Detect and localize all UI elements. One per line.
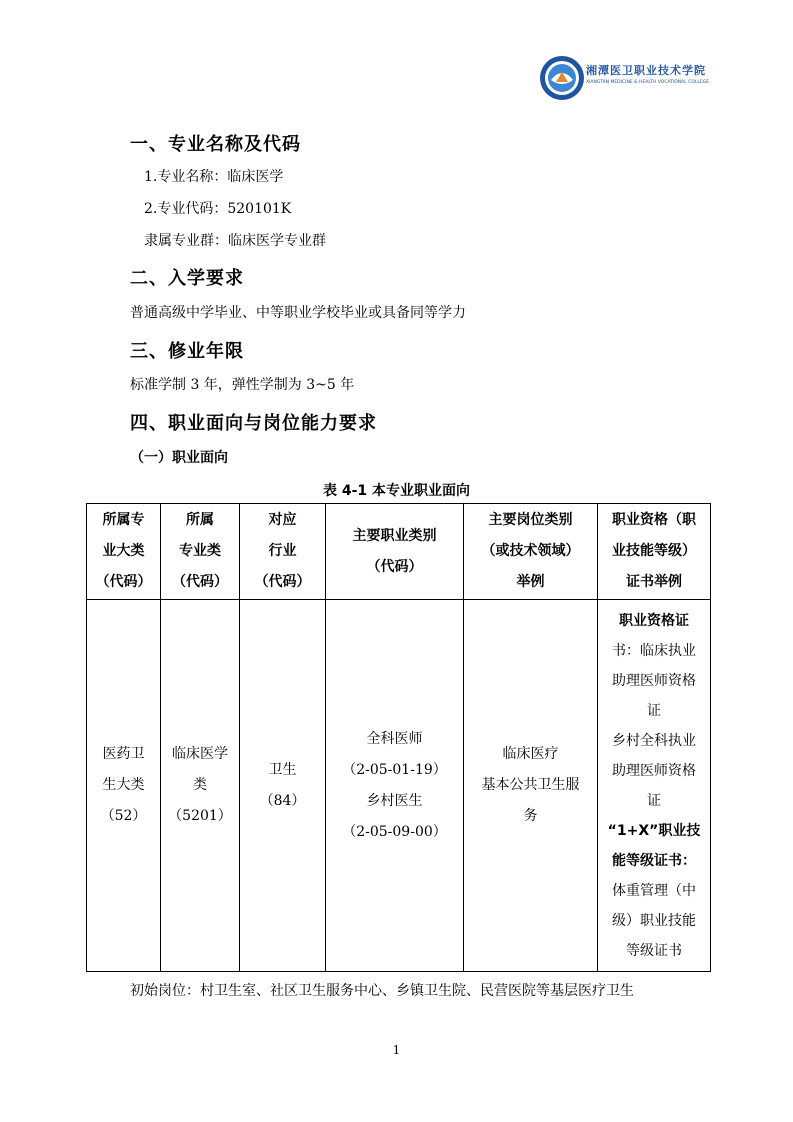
cell-line: （2-05-01-19）	[342, 761, 447, 778]
header-line: 主要职业类别	[352, 527, 437, 544]
table-header-row	[87, 504, 711, 600]
header-line: 专业类	[179, 543, 221, 559]
header-major-category	[87, 504, 161, 600]
cell-line: 临床医学	[172, 746, 228, 762]
logo-name-cn: 湘潭医卫职业技术学院	[586, 64, 706, 77]
cell-line: 职业资格证	[619, 612, 689, 629]
college-emblem-icon	[538, 52, 590, 104]
major-group-line: 隶属专业群：临床医学专业群	[144, 233, 326, 249]
cell-line: 等级证书	[626, 942, 682, 959]
header-certificate	[598, 504, 711, 600]
major-name-line: 1.专业名称：临床医学	[144, 169, 284, 185]
header-major-class	[161, 504, 240, 600]
header-line: 所属	[186, 512, 214, 528]
header-line: （代码）	[95, 574, 152, 590]
header-industry	[240, 504, 326, 600]
cell-line: 助理医师资格	[612, 762, 696, 779]
header-line: 证书举例	[626, 574, 682, 590]
cell-line: 书：临床执业	[612, 642, 696, 659]
cell-line: 生大类	[102, 777, 145, 793]
cell-line: 级）职业技能	[612, 912, 696, 929]
cell-line: 全科医师	[366, 730, 423, 747]
cell-line: 医药卫	[102, 746, 145, 762]
cell-line: 卫生	[268, 761, 297, 778]
page-number: 1	[392, 1043, 401, 1057]
cell-line: 类	[193, 777, 207, 793]
header-line: （代码）	[254, 574, 311, 590]
section2-heading: 二、入学要求	[130, 268, 244, 289]
header-line: 主要岗位类别	[488, 512, 573, 528]
cell-line: 助理医师资格	[612, 672, 696, 689]
cell-line: 能等级证书：	[612, 852, 696, 869]
header-line: 所属专	[102, 512, 145, 528]
header-line: 业大类	[102, 543, 145, 559]
cell-positions	[464, 600, 598, 972]
cell-line: 证	[647, 702, 661, 719]
cell-line: 证	[647, 792, 661, 809]
cell-major-class	[161, 600, 240, 972]
header-line: 对应	[268, 512, 297, 528]
cell-line: （2-05-09-00）	[342, 823, 447, 840]
header-line: （代码）	[366, 558, 423, 575]
duration-text: 标准学制 3 年，弹性学制为 3~5 年	[130, 377, 355, 393]
cell-line: （52）	[100, 808, 147, 824]
logo-text	[586, 62, 716, 85]
cell-line: 体重管理（中	[612, 882, 696, 899]
occupation-table	[86, 503, 711, 972]
table-row	[87, 600, 711, 972]
cell-line: 乡村全科执业	[612, 732, 696, 749]
cell-line: 乡村医生	[366, 792, 423, 809]
cell-line: 基本公共卫生服	[481, 777, 580, 793]
header-line: （代码）	[172, 574, 228, 590]
header-line: 行业	[268, 543, 297, 559]
major-code-line: 2.专业代码：520101K	[144, 201, 292, 217]
header-position	[464, 504, 598, 600]
cell-industry	[240, 600, 326, 972]
cell-line: （5201）	[168, 808, 232, 824]
cell-line: （84）	[259, 792, 306, 809]
logo-name-en: XIANGTAN MEDICINE & HEALTH VOCATIONAL COLLEGE	[586, 80, 710, 85]
header-line: （或技术领域）	[481, 543, 580, 559]
table-caption: 表 4-1 本专业职业面向	[322, 483, 471, 499]
cell-certificates	[598, 600, 711, 972]
section4-heading: 四、职业面向与岗位能力要求	[130, 413, 377, 434]
cell-line: “1+X”职业技	[607, 822, 701, 839]
initial-positions-text: 初始岗位：村卫生室、社区卫生服务中心、乡镇卫生院、民营医院等基层医疗卫生	[130, 983, 634, 999]
header-line: 举例	[516, 574, 545, 590]
header-occupation	[326, 504, 464, 600]
admission-text: 普通高级中学毕业、中等职业学校毕业或具备同等学力	[130, 305, 466, 321]
cell-occupations	[326, 600, 464, 972]
header-line: 业技能等级）	[612, 543, 696, 559]
cell-line: 临床医疗	[502, 746, 559, 762]
section3-heading: 三、修业年限	[130, 341, 244, 362]
section1-heading: 一、专业名称及代码	[130, 134, 301, 155]
cell-line: 务	[523, 808, 538, 824]
subsection-heading: （一）职业面向	[130, 450, 228, 466]
cell-major-category	[87, 600, 161, 972]
header-line: 职业资格（职	[612, 512, 696, 528]
